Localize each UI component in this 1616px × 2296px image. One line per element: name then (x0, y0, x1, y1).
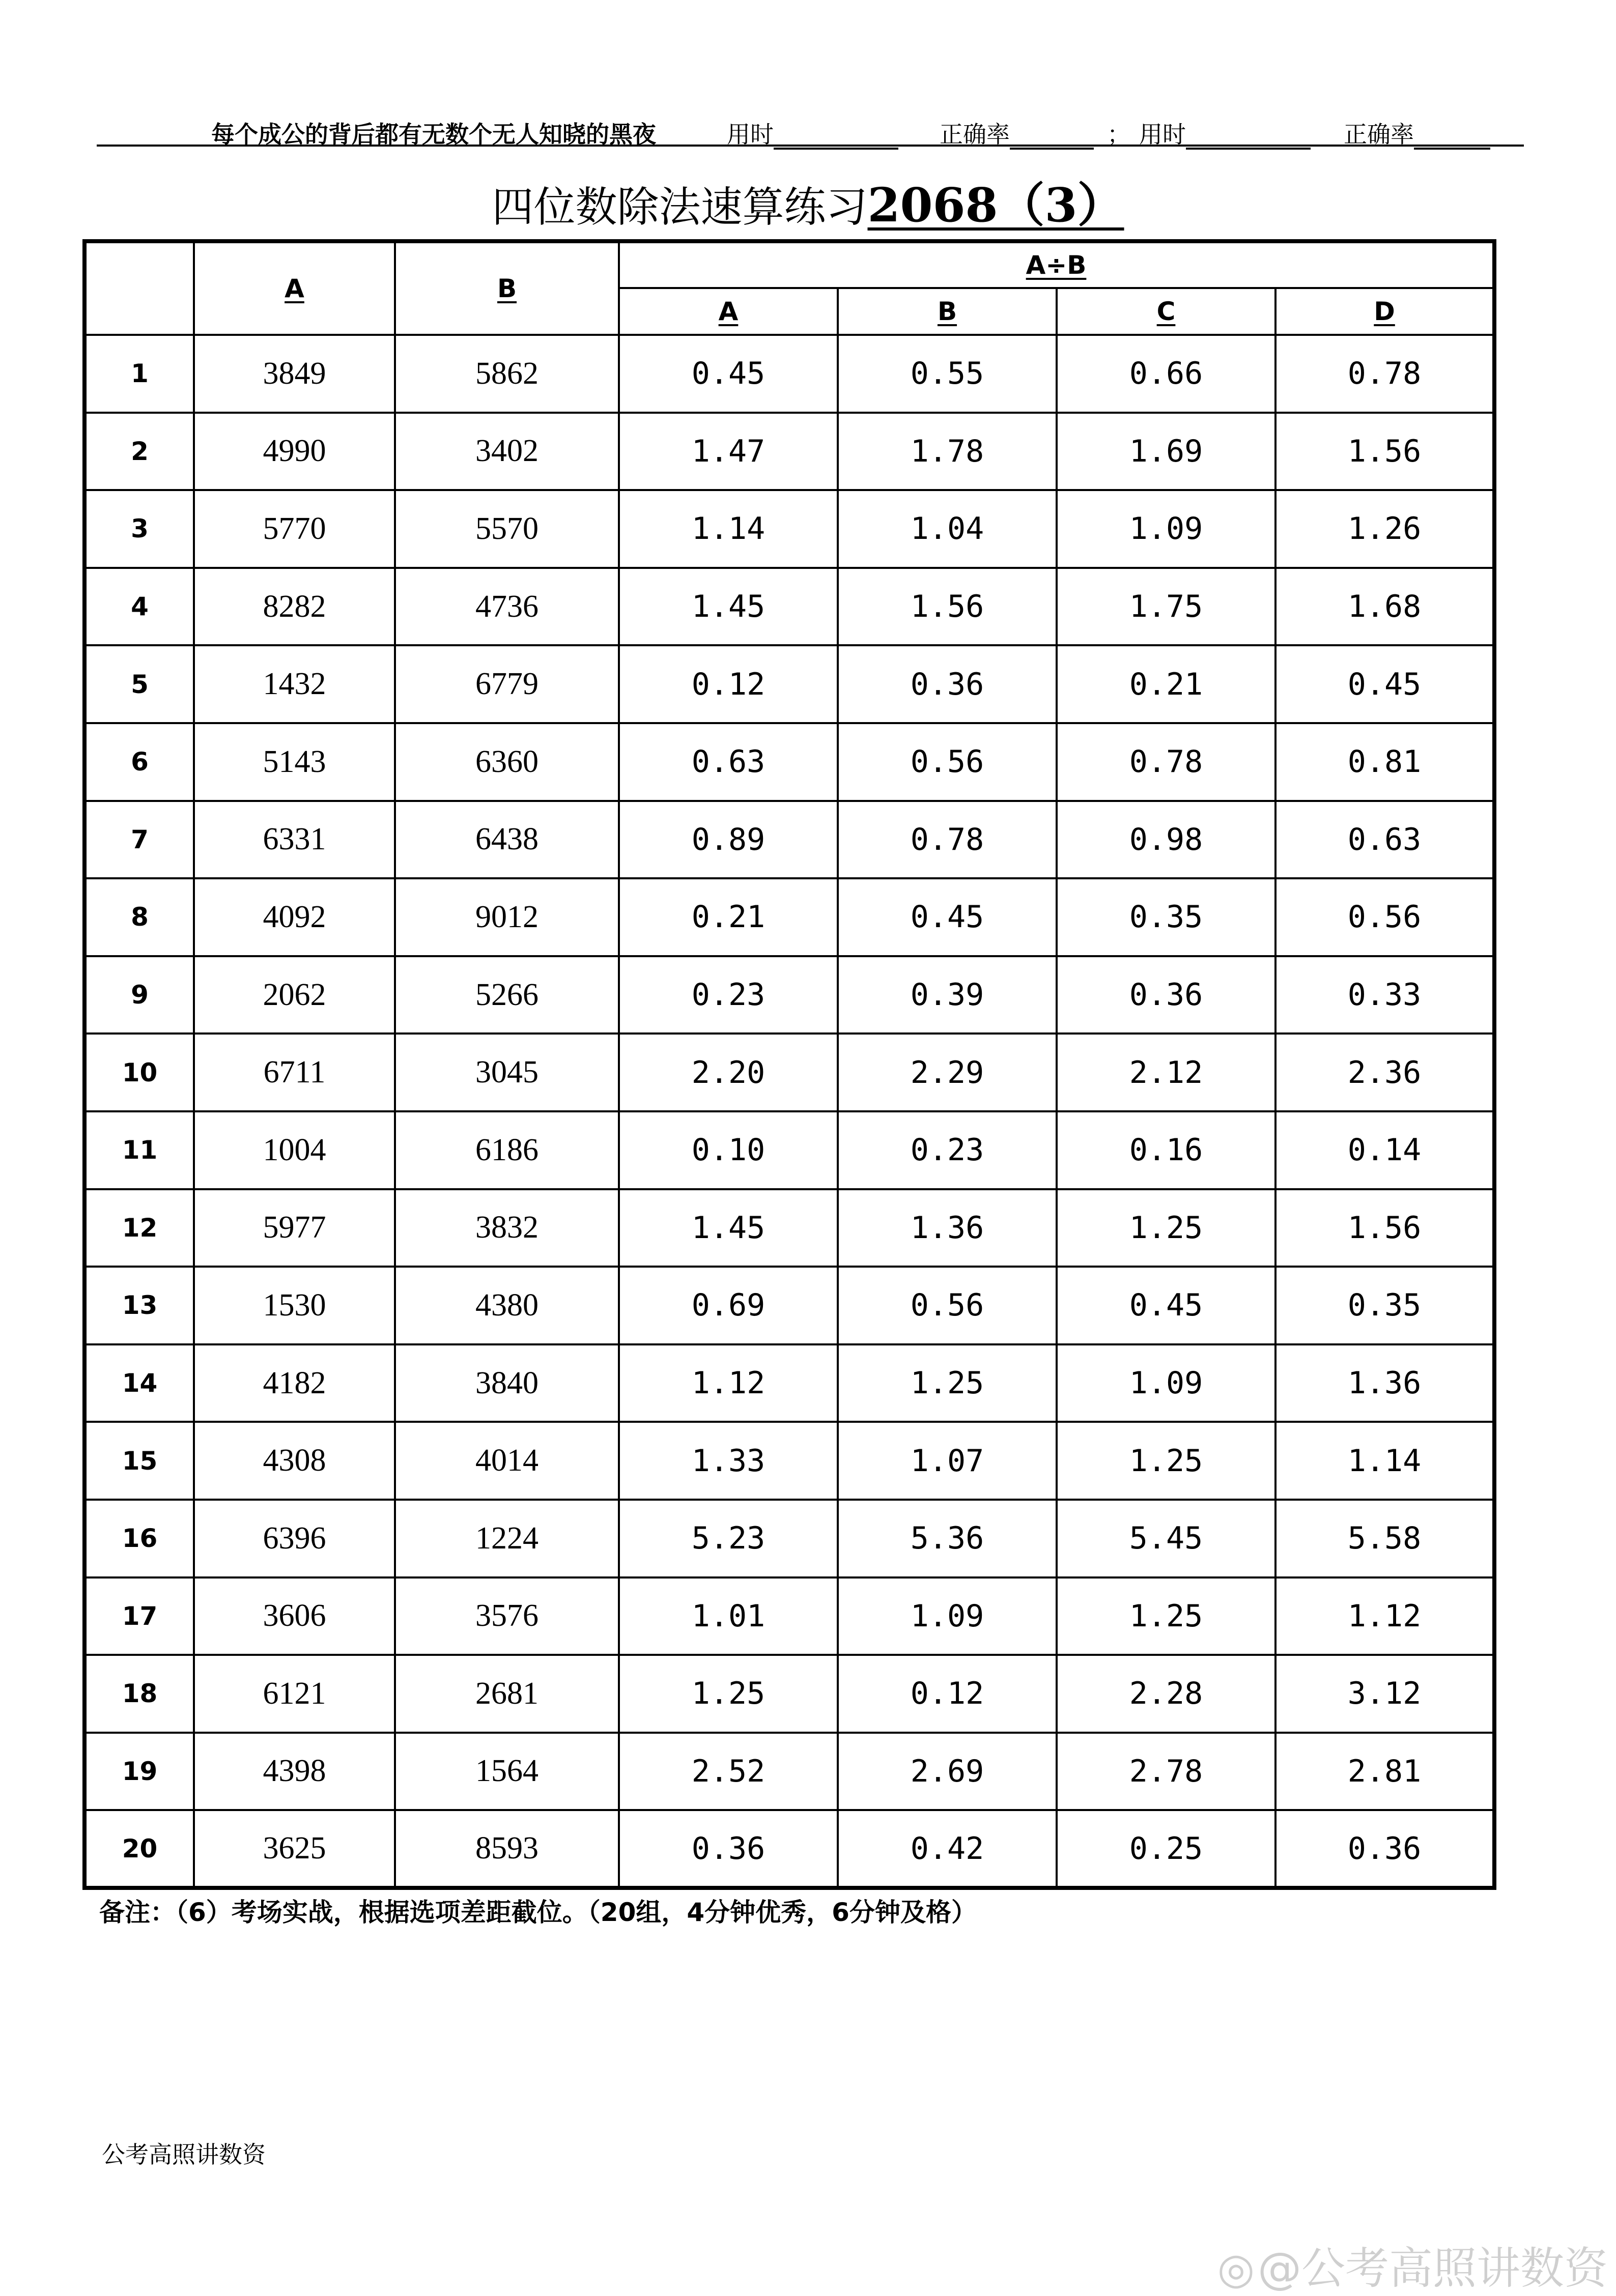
option-b: 1.07 (838, 1422, 1057, 1500)
motto: 每个成公的背后都有无数个无人知晓的黑夜 (211, 121, 656, 148)
value-a: 6121 (194, 1655, 395, 1733)
row-number: 15 (84, 1422, 194, 1500)
value-a: 2062 (194, 956, 395, 1034)
option-c: 5.45 (1057, 1500, 1275, 1577)
value-b: 3832 (395, 1189, 619, 1267)
value-b: 9012 (395, 878, 619, 956)
value-a: 4398 (194, 1733, 395, 1811)
time-label: 用时 (727, 121, 774, 148)
value-a: 4308 (194, 1422, 395, 1500)
option-b: 0.12 (838, 1655, 1057, 1733)
option-b: 1.25 (838, 1344, 1057, 1422)
value-a: 5770 (194, 490, 395, 568)
option-header-a (619, 288, 838, 335)
table-row (84, 335, 1494, 413)
value-b: 2681 (395, 1655, 619, 1733)
option-a: 5.23 (619, 1500, 838, 1577)
value-b: 6438 (395, 801, 619, 879)
option-c: 2.78 (1057, 1733, 1275, 1811)
option-d: 0.56 (1275, 878, 1494, 956)
option-a: 1.12 (619, 1344, 838, 1422)
option-d: 0.81 (1275, 723, 1494, 801)
value-b: 4736 (395, 568, 619, 646)
row-number: 11 (84, 1111, 194, 1189)
value-a: 3606 (194, 1577, 395, 1655)
value-b: 8593 (395, 1810, 619, 1888)
accuracy-blank[interactable] (1010, 127, 1094, 150)
option-a: 0.21 (619, 878, 838, 956)
table-row (84, 490, 1494, 568)
value-b: 1564 (395, 1733, 619, 1811)
group-header (619, 241, 1494, 288)
time-blank[interactable] (774, 127, 898, 150)
option-c: 1.75 (1057, 568, 1275, 646)
option-d: 3.12 (1275, 1655, 1494, 1733)
option-label: C (1156, 297, 1176, 326)
accuracy-field-1 (940, 116, 1094, 150)
option-a: 0.36 (619, 1810, 838, 1888)
table-row (84, 1500, 1494, 1577)
option-c: 0.21 (1057, 645, 1275, 723)
option-c: 0.35 (1057, 878, 1275, 956)
value-a: 8282 (194, 568, 395, 646)
option-c: 0.45 (1057, 1267, 1275, 1344)
value-a: 4092 (194, 878, 395, 956)
row-number: 18 (84, 1655, 194, 1733)
option-b: 5.36 (838, 1500, 1057, 1577)
option-d: 0.33 (1275, 956, 1494, 1034)
row-number: 1 (84, 335, 194, 413)
row-number: 13 (84, 1267, 194, 1344)
option-b: 0.39 (838, 956, 1057, 1034)
row-number: 9 (84, 956, 194, 1034)
value-b: 3402 (395, 413, 619, 491)
value-b: 6186 (395, 1111, 619, 1189)
accuracy-field-2 (1344, 116, 1490, 150)
value-a: 1530 (194, 1267, 395, 1344)
table-row (84, 413, 1494, 491)
watermark-text: @公考高照讲数资 (1258, 2243, 1608, 2294)
table-row (84, 1655, 1494, 1733)
row-number: 16 (84, 1500, 194, 1577)
value-b: 4380 (395, 1267, 619, 1344)
option-d: 1.36 (1275, 1344, 1494, 1422)
row-number: 4 (84, 568, 194, 646)
option-d: 0.63 (1275, 801, 1494, 879)
option-c: 1.69 (1057, 413, 1275, 491)
option-b: 0.23 (838, 1111, 1057, 1189)
value-a: 3849 (194, 335, 395, 413)
option-c: 0.25 (1057, 1810, 1275, 1888)
option-a: 0.69 (619, 1267, 838, 1344)
table-row (84, 1189, 1494, 1267)
option-d: 5.58 (1275, 1500, 1494, 1577)
value-b: 1224 (395, 1500, 619, 1577)
table-row (84, 878, 1494, 956)
value-b: 5570 (395, 490, 619, 568)
option-b: 0.55 (838, 335, 1057, 413)
option-a: 0.45 (619, 335, 838, 413)
option-d: 2.81 (1275, 1733, 1494, 1811)
value-b: 5862 (395, 335, 619, 413)
time-field-1 (727, 116, 898, 150)
option-c: 2.28 (1057, 1655, 1275, 1733)
option-a: 0.12 (619, 645, 838, 723)
option-b: 0.42 (838, 1810, 1057, 1888)
value-a: 5977 (194, 1189, 395, 1267)
option-label: D (1374, 297, 1395, 326)
value-a: 1004 (194, 1111, 395, 1189)
title-suffix: （3） (998, 178, 1124, 233)
col-b-header (395, 241, 619, 335)
option-d: 1.56 (1275, 1189, 1494, 1267)
exercise-table (82, 239, 1496, 1890)
option-d: 0.14 (1275, 1111, 1494, 1189)
col-a-label: A (285, 274, 304, 303)
option-a: 0.89 (619, 801, 838, 879)
option-b: 0.78 (838, 801, 1057, 879)
value-a: 6331 (194, 801, 395, 879)
option-d: 0.36 (1275, 1810, 1494, 1888)
option-d: 1.12 (1275, 1577, 1494, 1655)
option-b: 1.36 (838, 1189, 1057, 1267)
col-a-header (194, 241, 395, 335)
option-d: 0.35 (1275, 1267, 1494, 1344)
table-row (84, 1111, 1494, 1189)
table-row (84, 1344, 1494, 1422)
header (97, 113, 1524, 147)
watermark (1217, 2233, 1608, 2296)
table-row (84, 801, 1494, 879)
value-a: 5143 (194, 723, 395, 801)
option-d: 1.26 (1275, 490, 1494, 568)
col-b-label: B (497, 274, 517, 303)
value-b: 3840 (395, 1344, 619, 1422)
index-header (84, 241, 194, 335)
option-d: 2.36 (1275, 1034, 1494, 1111)
option-a: 1.45 (619, 1189, 838, 1267)
table-row (84, 1577, 1494, 1655)
row-number: 7 (84, 801, 194, 879)
note: 备注：（6）考场实战，根据选项差距截位。（20组，4分钟优秀，6分钟及格） (99, 1898, 977, 1927)
option-a: 2.52 (619, 1733, 838, 1811)
value-a: 6711 (194, 1034, 395, 1111)
table-row (84, 645, 1494, 723)
footer-author: 公考高照讲数资 (102, 2141, 266, 2168)
row-number: 10 (84, 1034, 194, 1111)
option-b: 1.56 (838, 568, 1057, 646)
option-header-d (1275, 288, 1494, 335)
option-c: 0.78 (1057, 723, 1275, 801)
row-number: 14 (84, 1344, 194, 1422)
value-b: 5266 (395, 956, 619, 1034)
row-number: 12 (84, 1189, 194, 1267)
accuracy-blank[interactable] (1414, 127, 1490, 150)
option-b: 0.45 (838, 878, 1057, 956)
title-text: 四位数除法速算练习 (492, 183, 868, 232)
accuracy-label: 正确率 (940, 121, 1010, 148)
value-b: 3576 (395, 1577, 619, 1655)
option-d: 1.68 (1275, 568, 1494, 646)
option-a: 1.01 (619, 1577, 838, 1655)
table-row (84, 1810, 1494, 1888)
value-b: 4014 (395, 1422, 619, 1500)
title-number-value: 2068 (867, 178, 998, 233)
option-a: 1.14 (619, 490, 838, 568)
option-a: 1.47 (619, 413, 838, 491)
option-b: 0.56 (838, 1267, 1057, 1344)
option-b: 2.69 (838, 1733, 1057, 1811)
separator: ； (1107, 121, 1130, 148)
option-c: 0.16 (1057, 1111, 1275, 1189)
option-a: 0.23 (619, 956, 838, 1034)
option-c: 0.98 (1057, 801, 1275, 879)
group-header-label: A÷B (1026, 250, 1087, 280)
option-d: 1.14 (1275, 1422, 1494, 1500)
option-c: 1.09 (1057, 1344, 1275, 1422)
value-b: 3045 (395, 1034, 619, 1111)
table-row (84, 1733, 1494, 1811)
value-a: 3625 (194, 1810, 395, 1888)
row-number: 8 (84, 878, 194, 956)
option-label: A (718, 297, 739, 326)
table-row (84, 723, 1494, 801)
table-row (84, 568, 1494, 646)
table-row (84, 956, 1494, 1034)
value-a: 1432 (194, 645, 395, 723)
option-a: 1.25 (619, 1655, 838, 1733)
option-d: 1.56 (1275, 413, 1494, 491)
option-label: B (937, 297, 957, 326)
accuracy-label: 正确率 (1344, 121, 1414, 148)
value-b: 6779 (395, 645, 619, 723)
option-header-b (838, 288, 1057, 335)
weibo-icon: ◎ (1217, 2244, 1255, 2293)
row-number: 2 (84, 413, 194, 491)
option-c: 1.09 (1057, 490, 1275, 568)
row-number: 17 (84, 1577, 194, 1655)
option-b: 0.36 (838, 645, 1057, 723)
time-field-2 (1139, 116, 1311, 150)
table-row (84, 1034, 1494, 1111)
value-b: 6360 (395, 723, 619, 801)
time-label: 用时 (1139, 121, 1186, 148)
option-b: 1.04 (838, 490, 1057, 568)
option-d: 0.78 (1275, 335, 1494, 413)
option-b: 0.56 (838, 723, 1057, 801)
option-b: 1.78 (838, 413, 1057, 491)
title-number (867, 178, 1124, 233)
row-number: 3 (84, 490, 194, 568)
option-c: 0.66 (1057, 335, 1275, 413)
option-c: 2.12 (1057, 1034, 1275, 1111)
option-a: 1.33 (619, 1422, 838, 1500)
option-c: 1.25 (1057, 1577, 1275, 1655)
option-c: 0.36 (1057, 956, 1275, 1034)
row-number: 19 (84, 1733, 194, 1811)
table-row (84, 1422, 1494, 1500)
row-number: 5 (84, 645, 194, 723)
row-number: 20 (84, 1810, 194, 1888)
time-blank[interactable] (1186, 127, 1311, 150)
option-c: 1.25 (1057, 1189, 1275, 1267)
option-header-c (1057, 288, 1275, 335)
table-row (84, 1267, 1494, 1344)
option-a: 1.45 (619, 568, 838, 646)
option-c: 1.25 (1057, 1422, 1275, 1500)
option-b: 1.09 (838, 1577, 1057, 1655)
value-a: 4182 (194, 1344, 395, 1422)
option-a: 0.10 (619, 1111, 838, 1189)
value-a: 4990 (194, 413, 395, 491)
option-d: 0.45 (1275, 645, 1494, 723)
row-number: 6 (84, 723, 194, 801)
option-a: 0.63 (619, 723, 838, 801)
page-title (0, 168, 1616, 235)
value-a: 6396 (194, 1500, 395, 1577)
option-a: 2.20 (619, 1034, 838, 1111)
option-b: 2.29 (838, 1034, 1057, 1111)
